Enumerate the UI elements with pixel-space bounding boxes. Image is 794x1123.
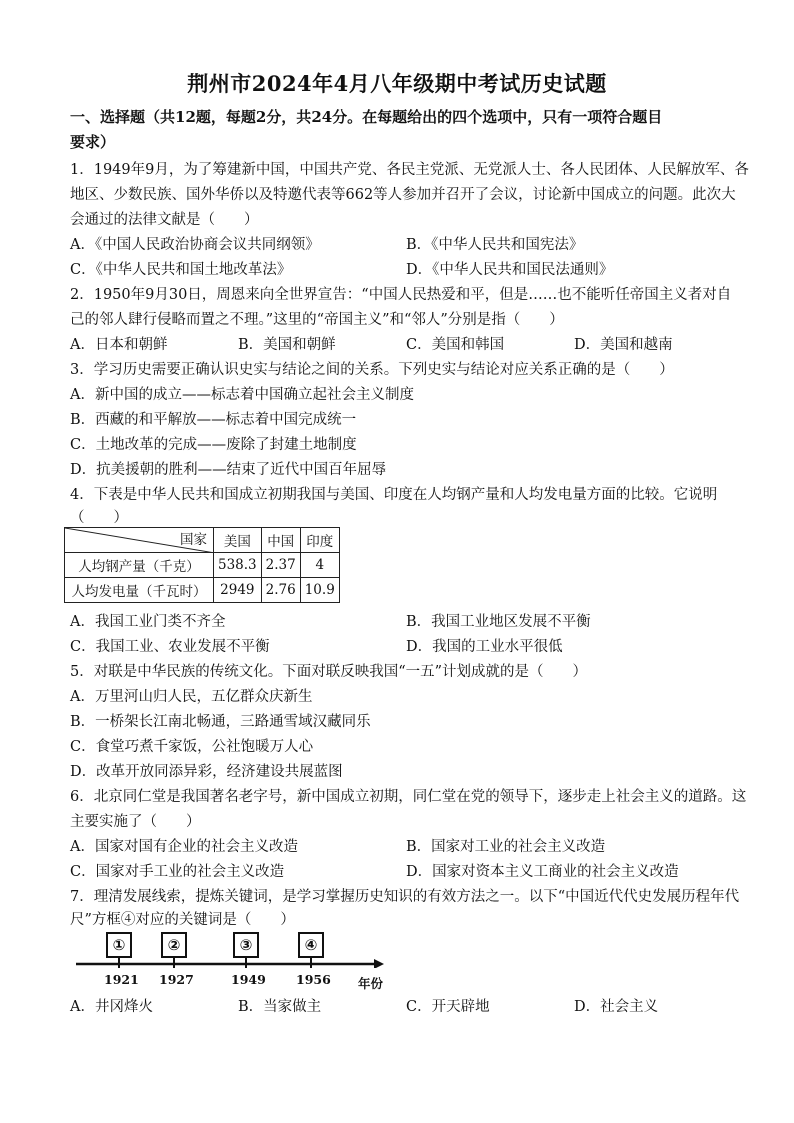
table-corner-cell [65, 528, 214, 553]
table-cell: 2949 [214, 578, 262, 603]
q2-stem: 2．1950年9月30日，周恩来向全世界宣告：“中国人民热爱和平，但是……也不能听任帝国主义者对自 [70, 287, 732, 303]
table-cell: 2.37 [261, 553, 300, 578]
q5-option-c[interactable]: C．食堂巧煮千家饭，公社饱暖万人心 [70, 739, 314, 755]
timeline-box-3: ③ [233, 932, 259, 958]
table-col-header: 美国 [214, 528, 262, 553]
q7-stem: 7．理清发展线索，提炼关键词，是学习掌握历史知识的有效方法之一。以下“中国近代代史发展历程年代 [70, 889, 740, 905]
timeline-ruler [76, 928, 396, 998]
timeline-year: 1949 [231, 972, 266, 987]
q6-option-c[interactable]: C．国家对手工业的社会主义改造 [70, 864, 285, 880]
q7-option-b[interactable]: B．当家做主 [238, 999, 322, 1015]
q4-option-b[interactable]: B．我国工业地区发展不平衡 [406, 614, 591, 630]
comparison-table [64, 527, 340, 603]
q7-stem: 尺”方框④对应的关键词是（ ） [70, 912, 295, 928]
q7-option-a[interactable]: A．井冈烽火 [70, 999, 153, 1015]
q2-option-c[interactable]: C．美国和韩国 [406, 337, 505, 353]
table-row-label: 人均发电量（千瓦时） [65, 578, 214, 603]
q4-stem: （ ） [70, 510, 128, 526]
table-col-header: 中国 [261, 528, 300, 553]
table-cell: 2.76 [261, 578, 300, 603]
table-row [65, 578, 340, 603]
q2-option-d[interactable]: D．美国和越南 [574, 337, 673, 353]
table-header-row [65, 528, 340, 553]
timeline-tick [245, 958, 247, 968]
q3-option-b[interactable]: B．西藏的和平解放——标志着中国完成统一 [70, 412, 357, 428]
q1-stem: 1．1949年9月，为了筹建新中国，中国共产党、各民主党派、无党派人士、各人民团体、人民解放军、各 [70, 162, 749, 178]
q1-stem: 地区、少数民族、国外华侨以及特邀代表等662等人参加并召开了会议，讨论新中国成立的问题。此次大 [70, 187, 736, 203]
q3-option-a[interactable]: A．新中国的成立——标志着中国确立起社会主义制度 [70, 387, 414, 403]
q1-option-c[interactable]: C．《中华人民共和国土地改革法》 [70, 262, 292, 278]
table-row-label: 人均钢产量（千克） [65, 553, 214, 578]
q1-option-a[interactable]: A．《中国人民政治协商会议共同纲领》 [70, 237, 320, 253]
exam-title: 荆州市2024年4月八年级期中考试历史试题 [187, 71, 607, 96]
q5-option-d[interactable]: D．改革开放同添异彩，经济建设共展蓝图 [70, 764, 343, 780]
q7-option-d[interactable]: D．社会主义 [574, 999, 659, 1015]
q4-option-d[interactable]: D．我国的工业水平很低 [406, 639, 563, 655]
timeline-year: 1927 [159, 972, 194, 987]
q4-stem: 4．下表是中华人民共和国成立初期我国与美国、印度在人均钢产量和人均发电量方面的比较。它说明 [70, 487, 718, 503]
table-col-header: 印度 [300, 528, 339, 553]
q2-option-b[interactable]: B．美国和朝鲜 [238, 337, 336, 353]
table-cell: 538.3 [214, 553, 262, 578]
timeline-box-4: ④ [298, 932, 324, 958]
q1-stem: 会通过的法律文献是（ ） [70, 212, 259, 228]
q3-stem: 3．学习历史需要正确认识史实与结论之间的关系。下列史实与结论对应关系正确的是（ ） [70, 362, 674, 378]
q5-option-a[interactable]: A．万里河山归人民，五亿群众庆新生 [70, 689, 313, 705]
q6-option-a[interactable]: A．国家对国有企业的社会主义改造 [70, 839, 298, 855]
q6-option-b[interactable]: B．国家对工业的社会主义改造 [406, 839, 606, 855]
q3-option-d[interactable]: D．抗美援朝的胜利——结束了近代中国百年屈辱 [70, 462, 387, 478]
timeline-year: 1921 [104, 972, 139, 987]
q4-option-c[interactable]: C．我国工业、农业发展不平衡 [70, 639, 270, 655]
q7-option-c[interactable]: C．开天辟地 [406, 999, 490, 1015]
timeline-tick [173, 958, 175, 968]
timeline-box-1: ① [106, 932, 132, 958]
q2-stem: 己的邻人肆行侵略而置之不理。”这里的“帝国主义”和“邻人”分别是指（ ） [70, 312, 564, 328]
timeline-year: 1956 [296, 972, 331, 987]
q5-option-b[interactable]: B．一桥架长江南北畅通，三路通雪域汉藏同乐 [70, 714, 371, 730]
timeline-box-2: ② [161, 932, 187, 958]
table-cell: 4 [300, 553, 339, 578]
q4-option-a[interactable]: A．我国工业门类不齐全 [70, 614, 226, 630]
q2-option-a[interactable]: A．日本和朝鲜 [70, 337, 168, 353]
q1-option-b[interactable]: B．《中华人民共和国宪法》 [406, 237, 584, 253]
section-heading: 一、选择题（共12题，每题2分，共24分。在每题给出的四个选项中，只有一项符合题目 [70, 108, 663, 126]
table-corner-label: 国家 [180, 532, 207, 548]
q6-option-d[interactable]: D．国家对资本主义工商业的社会主义改造 [406, 864, 679, 880]
section-heading-cont: 要求） [70, 133, 116, 151]
table-row [65, 553, 340, 578]
timeline-axis-label: 年份 [358, 976, 384, 991]
table-cell: 10.9 [300, 578, 339, 603]
timeline-tick [118, 958, 120, 968]
q6-stem: 主要实施了（ ） [70, 814, 201, 830]
q5-stem: 5．对联是中华民族的传统文化。下面对联反映我国“一五”计划成就的是（ ） [70, 664, 588, 680]
q3-option-c[interactable]: C．土地改革的完成——废除了封建土地制度 [70, 437, 357, 453]
q1-option-d[interactable]: D．《中华人民共和国民法通则》 [406, 262, 614, 278]
q6-stem: 6．北京同仁堂是我国著名老字号，新中国成立初期，同仁堂在党的领导下，逐步走上社会主义的道路。这 [70, 789, 747, 805]
timeline-tick [310, 958, 312, 968]
